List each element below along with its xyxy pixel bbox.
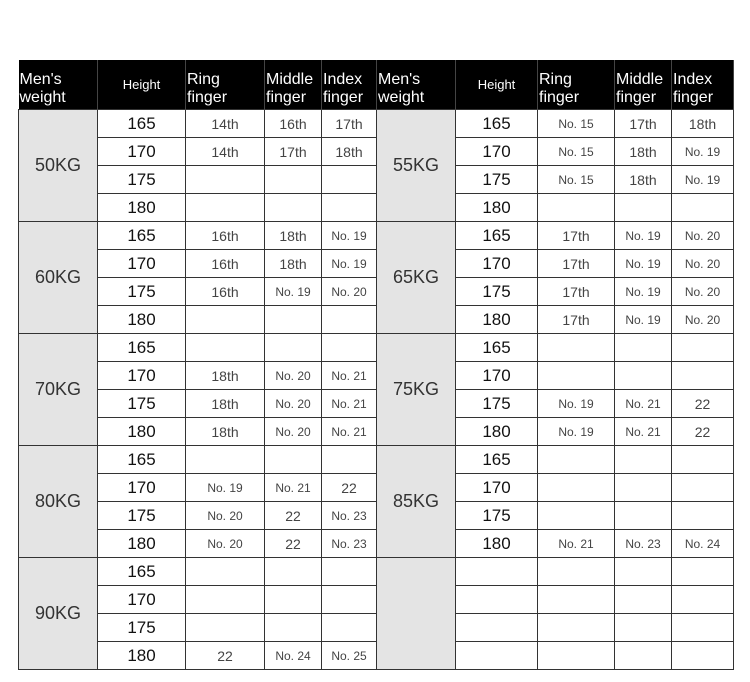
weight-cell: 65KG bbox=[377, 222, 456, 334]
middle-size-cell: 22 bbox=[265, 502, 322, 530]
middle-size-cell bbox=[615, 558, 672, 586]
middle-size-cell: No. 19 bbox=[615, 306, 672, 334]
middle-size-cell bbox=[615, 642, 672, 670]
middle-size-cell bbox=[615, 586, 672, 614]
index-size-cell bbox=[672, 446, 734, 474]
ring-size-cell: No. 15 bbox=[538, 110, 615, 138]
left-index-finger-header: Index finger bbox=[322, 60, 377, 110]
ring-size-cell: 17th bbox=[538, 278, 615, 306]
ring-size-cell: 17th bbox=[538, 306, 615, 334]
table-row bbox=[19, 586, 734, 614]
right-index-finger-header: Index finger bbox=[672, 60, 734, 110]
middle-size-cell: 17th bbox=[265, 138, 322, 166]
weight-cell: 90KG bbox=[19, 558, 98, 670]
index-size-cell: No. 23 bbox=[322, 502, 377, 530]
height-cell bbox=[456, 614, 538, 642]
ring-size-cell bbox=[538, 502, 615, 530]
middle-size-cell: No. 19 bbox=[615, 250, 672, 278]
weight-cell: 60KG bbox=[19, 222, 98, 334]
ring-size-cell: No. 20 bbox=[186, 502, 265, 530]
middle-size-cell bbox=[615, 614, 672, 642]
middle-size-cell: 18th bbox=[615, 166, 672, 194]
weight-cell: 70KG bbox=[19, 334, 98, 446]
middle-size-cell: 16th bbox=[265, 110, 322, 138]
table-row bbox=[19, 110, 734, 138]
height-cell: 175 bbox=[98, 390, 186, 418]
height-cell: 175 bbox=[98, 278, 186, 306]
index-size-cell bbox=[322, 446, 377, 474]
left-ring-finger-header: Ring finger bbox=[186, 60, 265, 110]
table-header-row bbox=[19, 60, 734, 110]
ring-size-cell bbox=[186, 306, 265, 334]
height-cell: 165 bbox=[98, 446, 186, 474]
height-cell: 180 bbox=[456, 530, 538, 558]
middle-size-cell: No. 23 bbox=[615, 530, 672, 558]
height-cell: 165 bbox=[98, 222, 186, 250]
index-size-cell bbox=[672, 334, 734, 362]
middle-size-cell: No. 20 bbox=[265, 362, 322, 390]
ring-size-cell bbox=[538, 586, 615, 614]
ring-size-cell: No. 19 bbox=[538, 390, 615, 418]
height-cell: 180 bbox=[98, 642, 186, 670]
table-row bbox=[19, 250, 734, 278]
middle-size-cell bbox=[615, 334, 672, 362]
table-row bbox=[19, 306, 734, 334]
index-size-cell: No. 25 bbox=[322, 642, 377, 670]
height-cell: 180 bbox=[456, 194, 538, 222]
ring-size-cell: 14th bbox=[186, 138, 265, 166]
height-cell: 170 bbox=[456, 362, 538, 390]
middle-size-cell: No. 21 bbox=[615, 418, 672, 446]
height-cell: 175 bbox=[98, 502, 186, 530]
height-cell: 170 bbox=[98, 586, 186, 614]
weight-cell: 80KG bbox=[19, 446, 98, 558]
table-row bbox=[19, 474, 734, 502]
ring-size-cell: No. 19 bbox=[186, 474, 265, 502]
height-cell: 170 bbox=[98, 250, 186, 278]
index-size-cell: 22 bbox=[672, 390, 734, 418]
index-size-cell bbox=[322, 614, 377, 642]
ring-size-cell bbox=[538, 194, 615, 222]
index-size-cell: 17th bbox=[322, 110, 377, 138]
index-size-cell: No. 21 bbox=[322, 390, 377, 418]
weight-cell: 75KG bbox=[377, 334, 456, 446]
height-cell: 170 bbox=[98, 362, 186, 390]
index-size-cell: No. 20 bbox=[322, 278, 377, 306]
height-cell: 180 bbox=[456, 306, 538, 334]
middle-size-cell: No. 19 bbox=[615, 278, 672, 306]
table-row bbox=[19, 642, 734, 670]
index-size-cell: No. 20 bbox=[672, 250, 734, 278]
height-cell: 165 bbox=[456, 222, 538, 250]
index-size-cell: No. 19 bbox=[672, 138, 734, 166]
table-row bbox=[19, 614, 734, 642]
index-size-cell: No. 24 bbox=[672, 530, 734, 558]
height-cell: 180 bbox=[98, 194, 186, 222]
weight-cell: 50KG bbox=[19, 110, 98, 222]
ring-size-cell: 16th bbox=[186, 250, 265, 278]
middle-size-cell: 18th bbox=[265, 250, 322, 278]
height-cell: 180 bbox=[98, 530, 186, 558]
height-cell: 180 bbox=[98, 306, 186, 334]
height-cell: 175 bbox=[98, 614, 186, 642]
index-size-cell: No. 20 bbox=[672, 306, 734, 334]
index-size-cell: 22 bbox=[672, 418, 734, 446]
index-size-cell bbox=[322, 334, 377, 362]
table-row bbox=[19, 530, 734, 558]
right-ring-finger-header: Ring finger bbox=[538, 60, 615, 110]
middle-size-cell bbox=[265, 334, 322, 362]
middle-size-cell bbox=[615, 194, 672, 222]
index-size-cell bbox=[322, 558, 377, 586]
height-cell bbox=[456, 558, 538, 586]
middle-size-cell bbox=[615, 474, 672, 502]
ring-size-cell bbox=[186, 334, 265, 362]
right-weight-header: Men's weight bbox=[377, 60, 456, 110]
index-size-cell bbox=[322, 586, 377, 614]
weight-cell: 85KG bbox=[377, 446, 456, 558]
height-cell: 170 bbox=[456, 250, 538, 278]
index-size-cell: No. 19 bbox=[672, 166, 734, 194]
index-size-cell bbox=[672, 194, 734, 222]
left-height-header: Height bbox=[98, 60, 186, 110]
index-size-cell: No. 20 bbox=[672, 278, 734, 306]
index-size-cell bbox=[672, 474, 734, 502]
ring-size-cell bbox=[186, 166, 265, 194]
ring-size-cell: 17th bbox=[538, 250, 615, 278]
middle-size-cell bbox=[265, 586, 322, 614]
ring-size-cell: 17th bbox=[538, 222, 615, 250]
middle-size-cell: 17th bbox=[615, 110, 672, 138]
index-size-cell: No. 21 bbox=[322, 362, 377, 390]
ring-size-cell: No. 15 bbox=[538, 138, 615, 166]
middle-size-cell bbox=[265, 194, 322, 222]
middle-size-cell bbox=[265, 446, 322, 474]
ring-size-cell: 22 bbox=[186, 642, 265, 670]
ring-size-cell: 18th bbox=[186, 418, 265, 446]
table-row bbox=[19, 222, 734, 250]
middle-size-cell bbox=[265, 614, 322, 642]
index-size-cell bbox=[672, 502, 734, 530]
ring-size-cell bbox=[538, 642, 615, 670]
middle-size-cell bbox=[265, 306, 322, 334]
height-cell: 175 bbox=[456, 390, 538, 418]
height-cell: 165 bbox=[98, 110, 186, 138]
index-size-cell: No. 19 bbox=[322, 250, 377, 278]
index-size-cell: No. 23 bbox=[322, 530, 377, 558]
ring-size-cell: 18th bbox=[186, 390, 265, 418]
height-cell: 175 bbox=[456, 166, 538, 194]
index-size-cell: 22 bbox=[322, 474, 377, 502]
index-size-cell bbox=[322, 166, 377, 194]
middle-size-cell: 18th bbox=[615, 138, 672, 166]
right-middle-finger-header: Middle finger bbox=[615, 60, 672, 110]
left-weight-header: Men's weight bbox=[19, 60, 98, 110]
middle-size-cell bbox=[615, 446, 672, 474]
ring-size-cell bbox=[538, 446, 615, 474]
table-row bbox=[19, 334, 734, 362]
ring-size-cell bbox=[538, 474, 615, 502]
height-cell: 165 bbox=[456, 334, 538, 362]
ring-size-cell bbox=[538, 334, 615, 362]
index-size-cell bbox=[322, 194, 377, 222]
left-middle-finger-header: Middle finger bbox=[265, 60, 322, 110]
ring-size-cell bbox=[538, 614, 615, 642]
table-row bbox=[19, 194, 734, 222]
ring-size-table bbox=[18, 60, 734, 670]
middle-size-cell: No. 20 bbox=[265, 390, 322, 418]
height-cell: 170 bbox=[98, 138, 186, 166]
ring-size-cell: No. 15 bbox=[538, 166, 615, 194]
ring-size-cell bbox=[538, 362, 615, 390]
index-size-cell: No. 21 bbox=[322, 418, 377, 446]
middle-size-cell: 22 bbox=[265, 530, 322, 558]
middle-size-cell: No. 19 bbox=[265, 278, 322, 306]
index-size-cell bbox=[672, 586, 734, 614]
table-row bbox=[19, 558, 734, 586]
ring-size-cell: 16th bbox=[186, 222, 265, 250]
table-row bbox=[19, 418, 734, 446]
index-size-cell: No. 20 bbox=[672, 222, 734, 250]
height-cell: 175 bbox=[456, 502, 538, 530]
ring-size-cell: 14th bbox=[186, 110, 265, 138]
height-cell: 180 bbox=[98, 418, 186, 446]
ring-size-cell: No. 20 bbox=[186, 530, 265, 558]
height-cell: 165 bbox=[456, 446, 538, 474]
middle-size-cell bbox=[265, 166, 322, 194]
middle-size-cell: No. 21 bbox=[265, 474, 322, 502]
index-size-cell bbox=[672, 558, 734, 586]
height-cell: 170 bbox=[98, 474, 186, 502]
ring-size-cell: No. 21 bbox=[538, 530, 615, 558]
index-size-cell bbox=[672, 642, 734, 670]
table-row bbox=[19, 278, 734, 306]
table-row bbox=[19, 446, 734, 474]
middle-size-cell: No. 20 bbox=[265, 418, 322, 446]
index-size-cell: 18th bbox=[322, 138, 377, 166]
middle-size-cell: No. 19 bbox=[615, 222, 672, 250]
middle-size-cell: No. 24 bbox=[265, 642, 322, 670]
middle-size-cell bbox=[615, 502, 672, 530]
ring-size-cell bbox=[538, 558, 615, 586]
height-cell: 175 bbox=[456, 278, 538, 306]
height-cell: 165 bbox=[98, 558, 186, 586]
ring-size-cell: 16th bbox=[186, 278, 265, 306]
index-size-cell: No. 19 bbox=[322, 222, 377, 250]
ring-size-cell bbox=[186, 446, 265, 474]
index-size-cell: 18th bbox=[672, 110, 734, 138]
middle-size-cell bbox=[615, 362, 672, 390]
height-cell bbox=[456, 642, 538, 670]
ring-size-cell: 18th bbox=[186, 362, 265, 390]
height-cell: 165 bbox=[456, 110, 538, 138]
table-row bbox=[19, 390, 734, 418]
height-cell: 180 bbox=[456, 418, 538, 446]
height-cell: 170 bbox=[456, 138, 538, 166]
height-cell: 175 bbox=[98, 166, 186, 194]
index-size-cell bbox=[672, 614, 734, 642]
weight-cell bbox=[377, 558, 456, 670]
weight-cell: 55KG bbox=[377, 110, 456, 222]
index-size-cell bbox=[672, 362, 734, 390]
table-row bbox=[19, 138, 734, 166]
ring-size-cell: No. 19 bbox=[538, 418, 615, 446]
table-row bbox=[19, 502, 734, 530]
height-cell bbox=[456, 586, 538, 614]
table-row bbox=[19, 166, 734, 194]
table-row bbox=[19, 362, 734, 390]
right-height-header: Height bbox=[456, 60, 538, 110]
index-size-cell bbox=[322, 306, 377, 334]
middle-size-cell: No. 21 bbox=[615, 390, 672, 418]
middle-size-cell: 18th bbox=[265, 222, 322, 250]
ring-size-cell bbox=[186, 558, 265, 586]
middle-size-cell bbox=[265, 558, 322, 586]
ring-size-cell bbox=[186, 614, 265, 642]
height-cell: 165 bbox=[98, 334, 186, 362]
ring-size-cell bbox=[186, 586, 265, 614]
ring-size-cell bbox=[186, 194, 265, 222]
height-cell: 170 bbox=[456, 474, 538, 502]
